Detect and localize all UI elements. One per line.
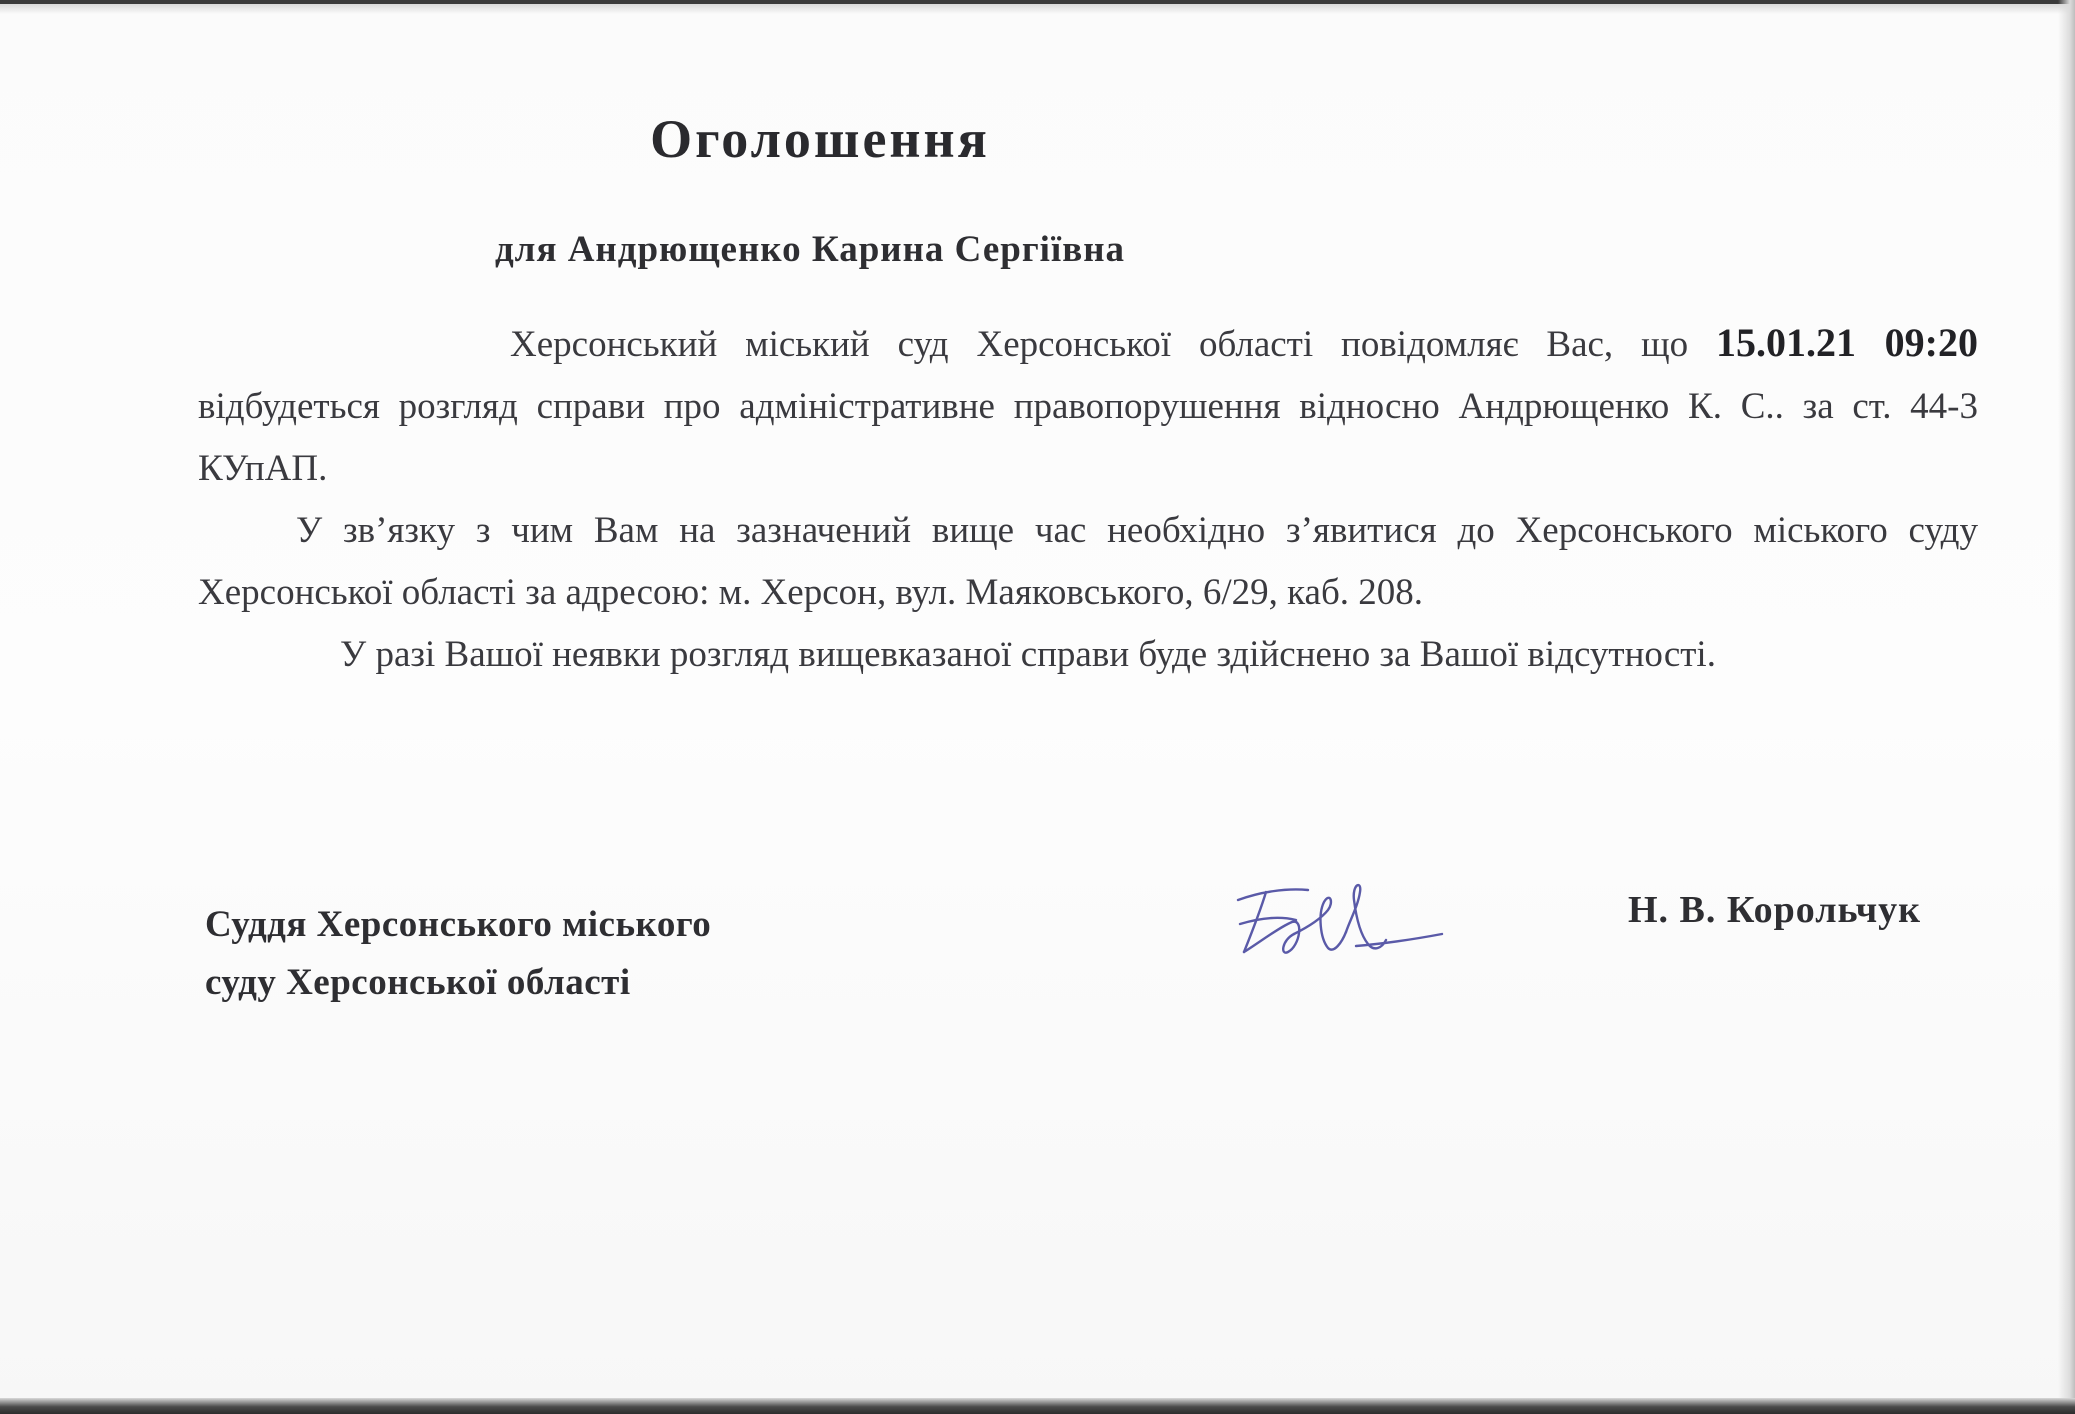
signatory-position-line1: Суддя Херсонського міського xyxy=(205,904,712,945)
scan-shadow-top xyxy=(0,4,2075,14)
handwritten-signature xyxy=(1230,862,1450,972)
signatory-position-line2: суду Херсонської області xyxy=(205,962,631,1003)
document-title: Оголошення xyxy=(650,109,990,169)
addressee-line: для Андрющенко Карина Сергіївна xyxy=(494,229,1126,270)
signatory-position xyxy=(205,896,711,1012)
hearing-datetime: 15.01.21 09:20 xyxy=(1716,320,1979,365)
paragraph-rest: відбудеться розгляд справи про адміністративне правопорушення відносно Андрющенко К. С.. за ст. 44-3 КУпАП. xyxy=(198,386,1978,489)
scan-edge-bottom xyxy=(0,1398,2075,1414)
paragraph-appearance: У зв’язку з чим Вам на зазначений вище час необхідно з’явитися до Херсонського міського суду Херсонської області за адресою: м. Херсон, вул. Маяковського, 6/29, каб. 208. xyxy=(198,510,1978,613)
paragraph-absence: У разі Вашої неявки розгляд вищевказаної справи буде здійснено за Вашої відсутності. xyxy=(340,634,1716,675)
notice-body xyxy=(198,312,1978,686)
paragraph-lead: Херсонський міський суд Херсонської області повідомляє Вас, що xyxy=(510,324,1689,365)
scan-edge-right xyxy=(2058,0,2075,1414)
signatory-name: Н. В. Корольчук xyxy=(1628,889,1922,931)
paragraph-hearing-notice xyxy=(198,312,1978,500)
